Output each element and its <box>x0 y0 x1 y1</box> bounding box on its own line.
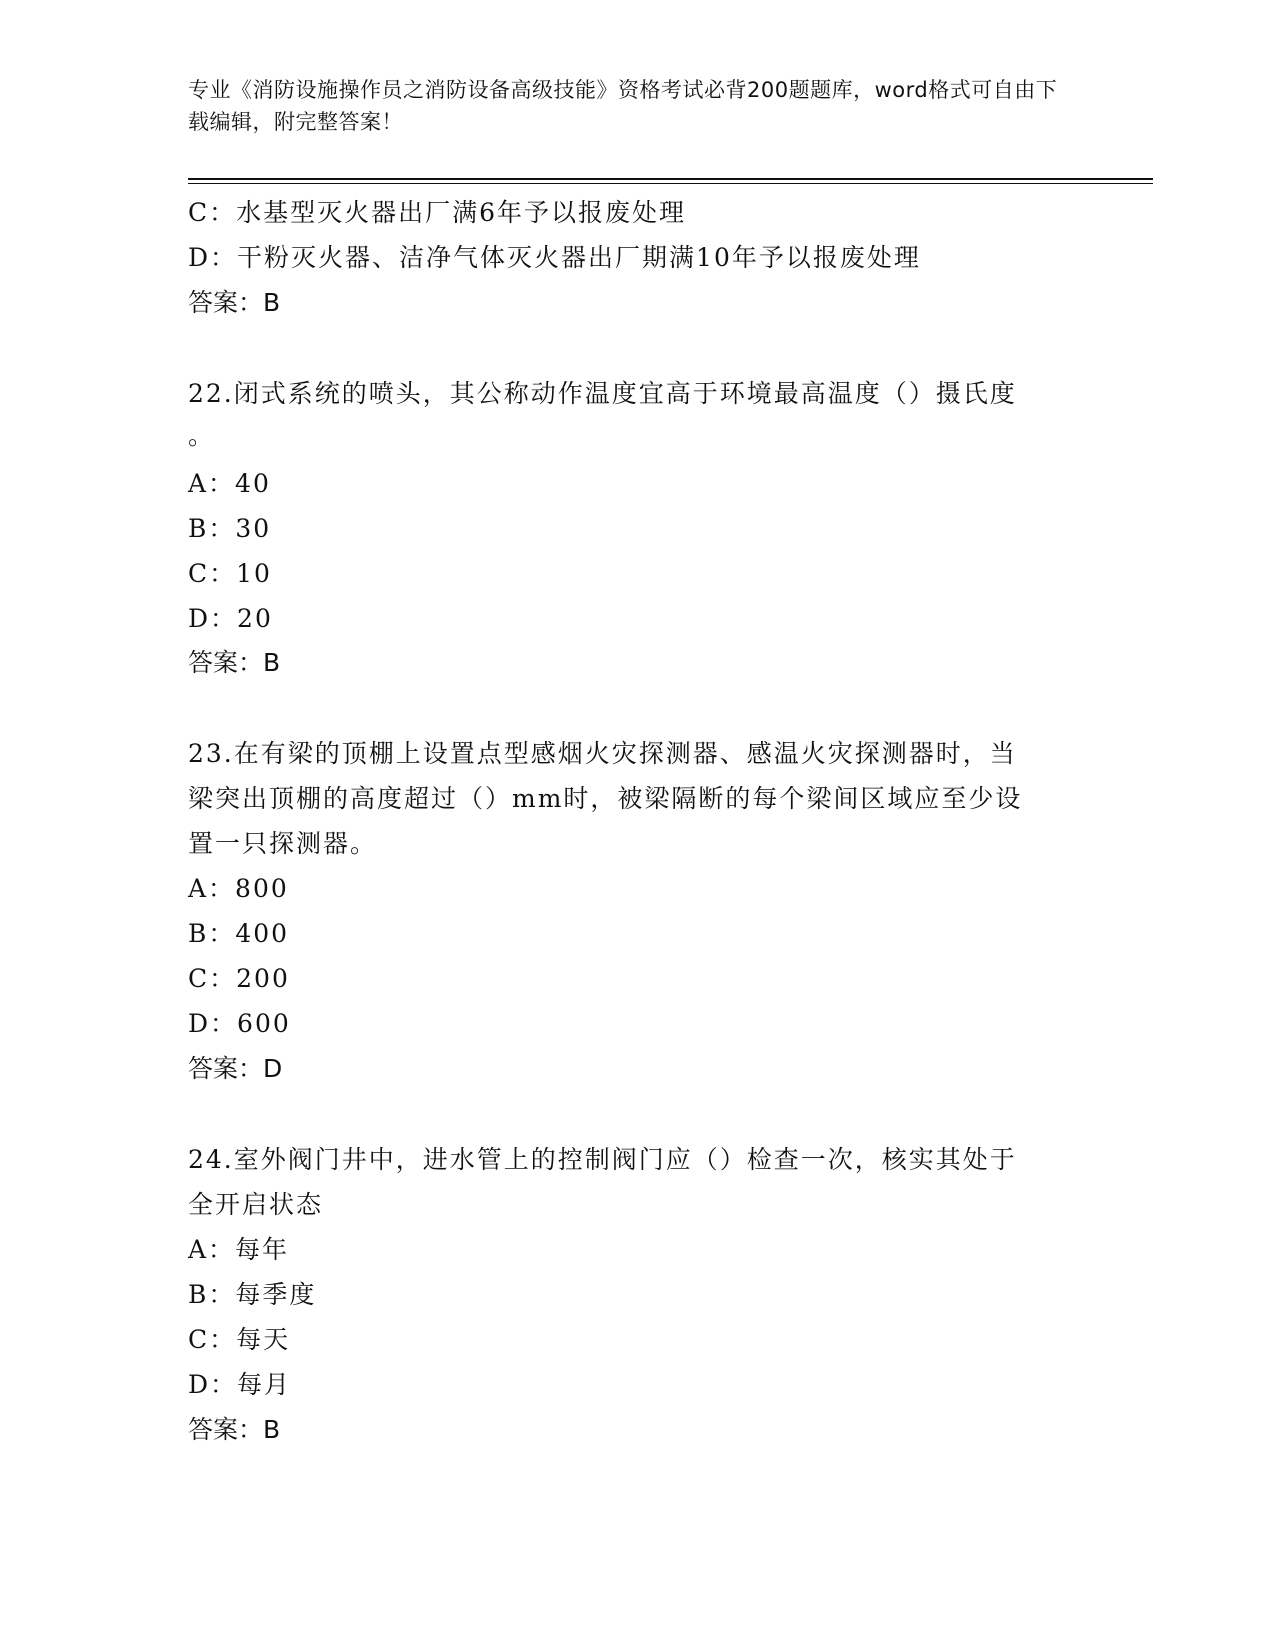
q23-option-d: D：600 <box>188 1009 291 1038</box>
q21-answer: 答案：B <box>188 288 281 317</box>
q24-option-b: B：每季度 <box>188 1280 317 1309</box>
q24-stem-line2: 全开启状态 <box>188 1190 324 1219</box>
q24-answer: 答案：B <box>188 1415 281 1444</box>
document-header: 专业《消防设施操作员之消防设备高级技能》资格考试必背200题题库，word格式可自由下载编辑，附完整答案！ <box>188 78 1058 134</box>
q21-option-c: C：水基型灭火器出厂满6年予以报废处理 <box>188 198 687 227</box>
q22-option-b: B：30 <box>188 514 272 543</box>
q23-stem-line3: 置一只探测器。 <box>188 829 378 858</box>
q24-option-a: A：每年 <box>188 1235 290 1264</box>
q23-answer: 答案：D <box>188 1054 283 1083</box>
q23-option-a: A：800 <box>188 874 289 903</box>
q24-option-d: D：每月 <box>188 1370 292 1399</box>
q21-option-d: D：干粉灭火器、洁净气体灭火器出厂期满10年予以报废处理 <box>188 243 921 272</box>
q22-option-c: C：10 <box>188 559 272 588</box>
q23-option-c: C：200 <box>188 964 290 993</box>
header-rule-thick <box>188 178 1153 180</box>
q23-stem-line2: 梁突出顶棚的高度超过（）mm时，被梁隔断的每个梁间区域应至少设 <box>188 784 1023 813</box>
q23-stem-line1: 23.在有梁的顶棚上设置点型感烟火灾探测器、感温火灾探测器时，当 <box>188 739 1017 768</box>
q22-stem-line2: 。 <box>188 421 216 450</box>
q24-stem-line1: 24.室外阀门井中，进水管上的控制阀门应（）检查一次，核实其处于 <box>188 1145 1017 1174</box>
header-rule-thin <box>188 183 1153 184</box>
q22-option-d: D：20 <box>188 604 273 633</box>
q23-option-b: B：400 <box>188 919 290 948</box>
q22-answer: 答案：B <box>188 648 281 677</box>
q22-option-a: A：40 <box>188 469 271 498</box>
q24-option-c: C：每天 <box>188 1325 291 1354</box>
q22-stem-line1: 22.闭式系统的喷头，其公称动作温度宜高于环境最高温度（）摄氏度 <box>188 379 1017 408</box>
